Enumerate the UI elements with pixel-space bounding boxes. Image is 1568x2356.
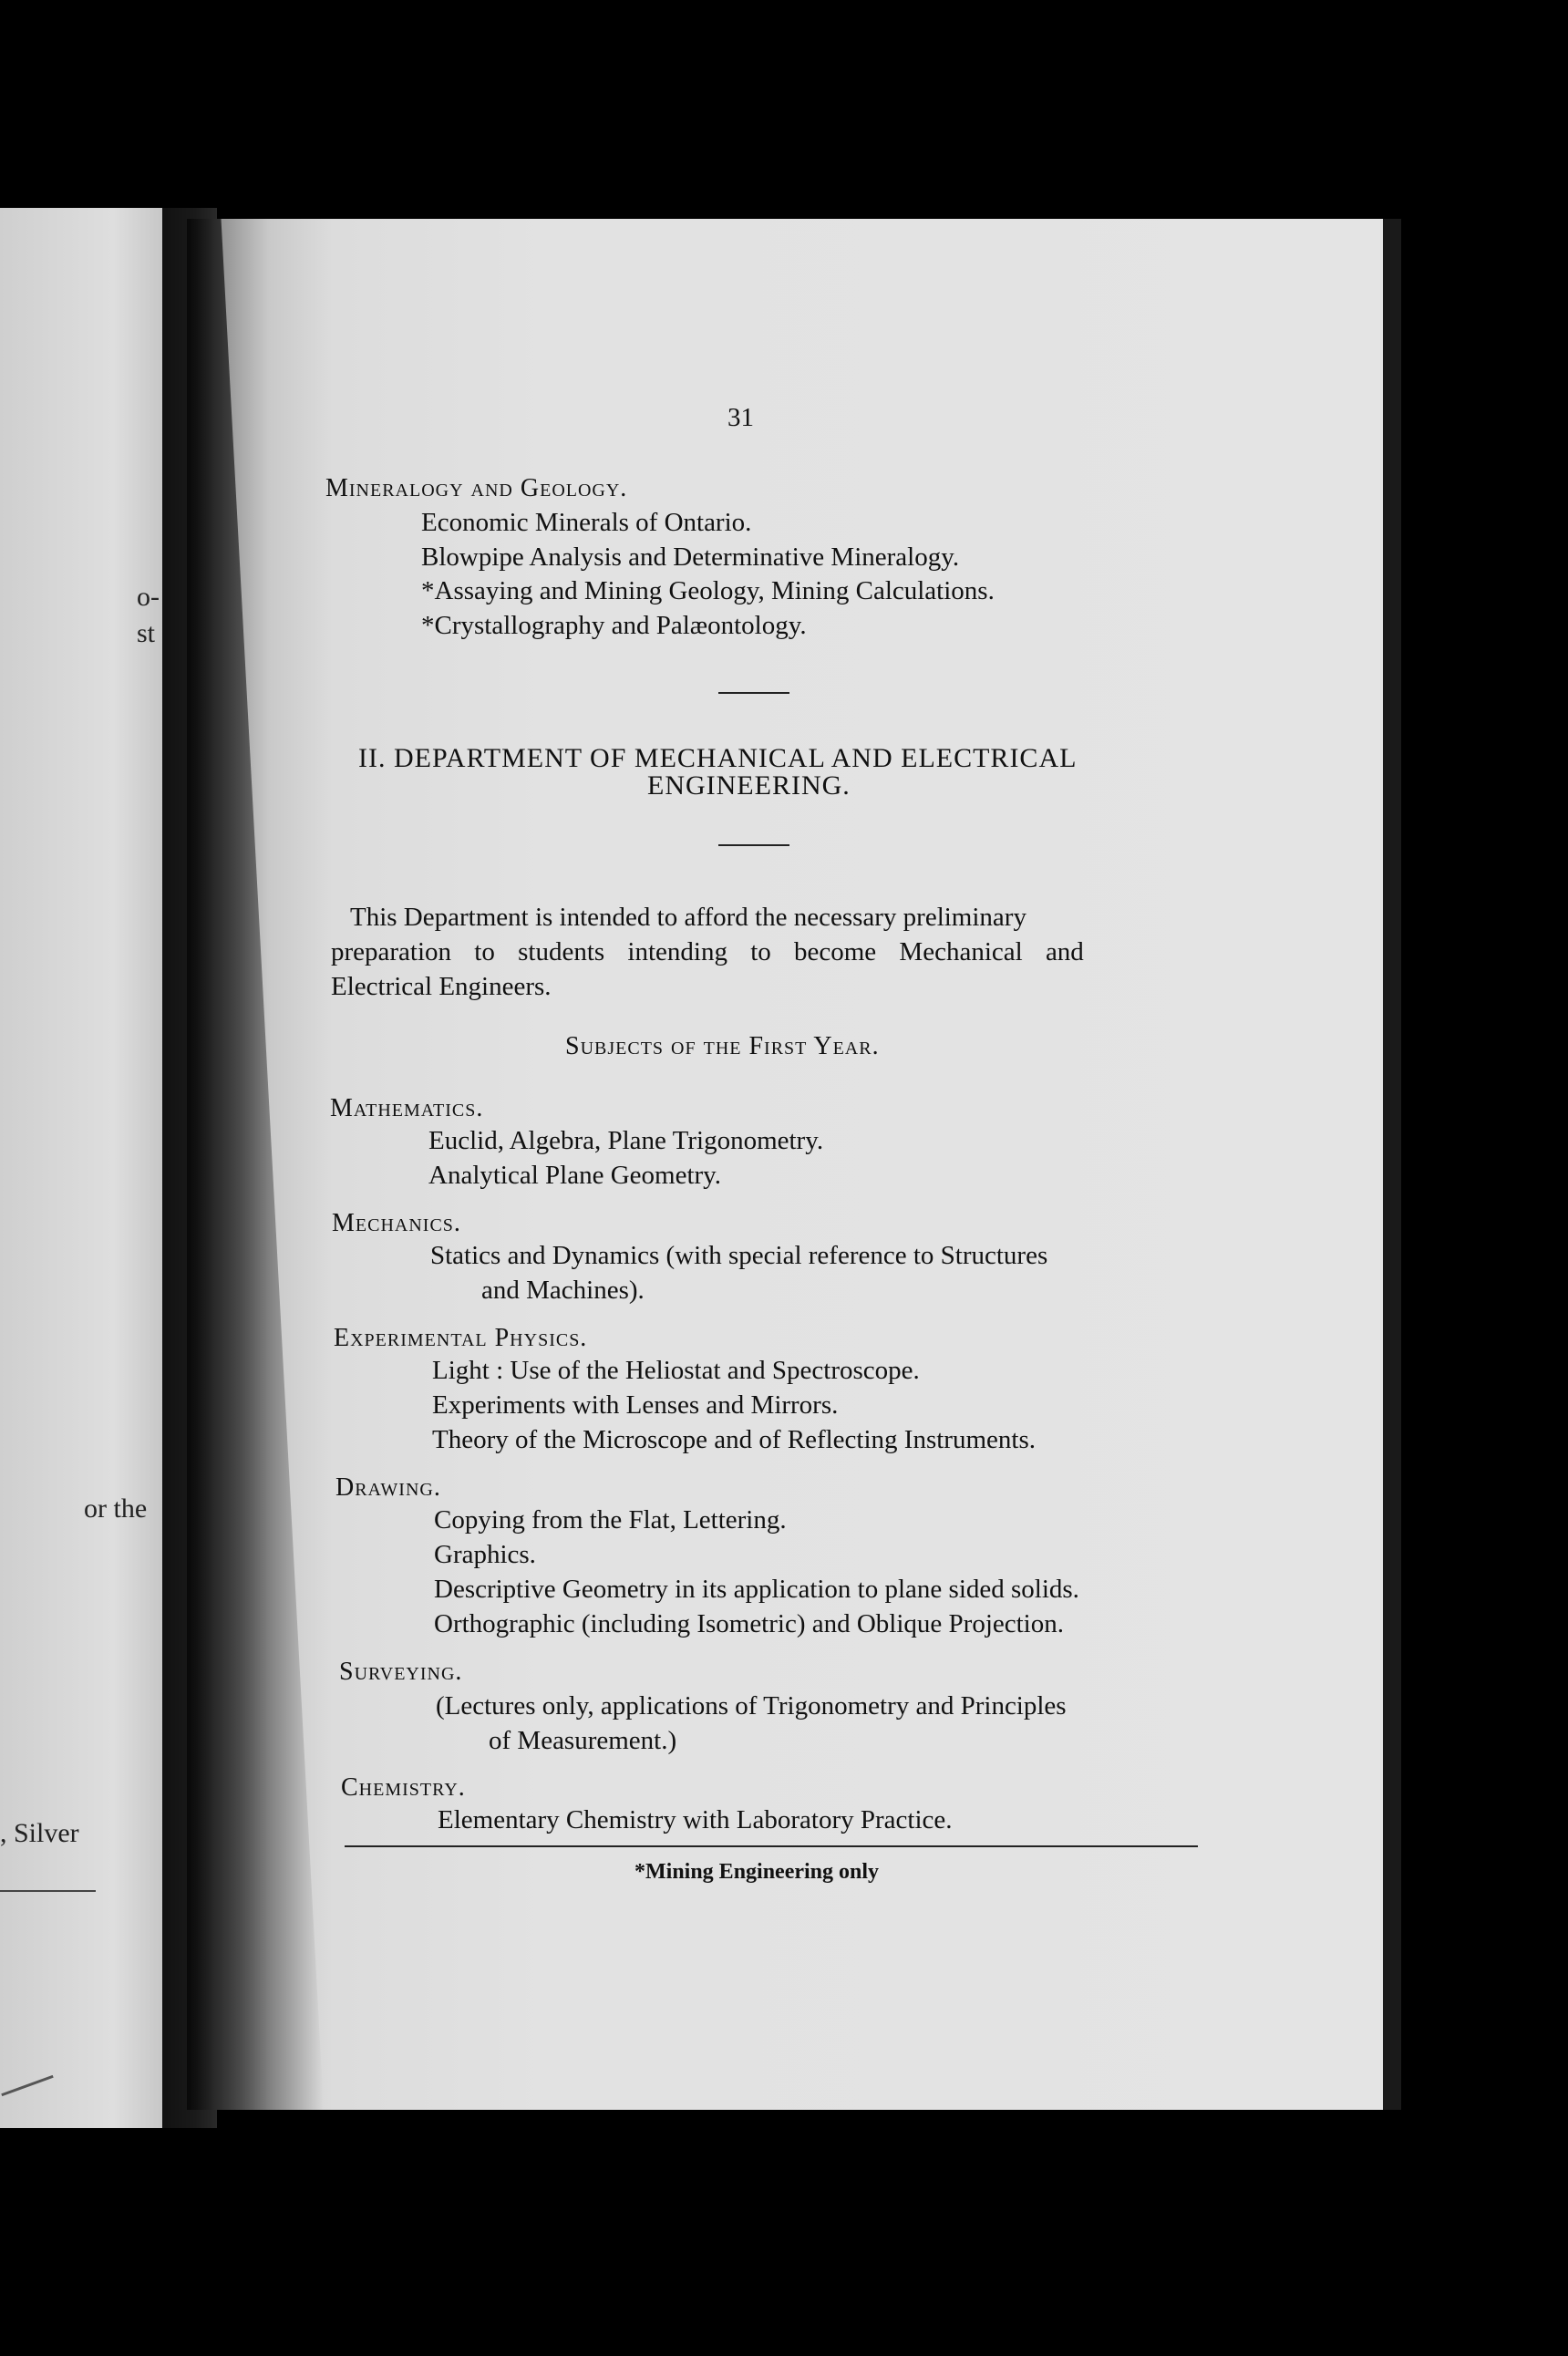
department-heading-cont: ENGINEERING. (647, 770, 851, 801)
subject-item: Experiments with Lenses and Mirrors. (432, 1390, 839, 1420)
subject-item: (Lectures only, applications of Trigonometry and Principles (436, 1691, 1067, 1720)
subject-item: Graphics. (434, 1540, 536, 1569)
subject-heading-experimental-physics: Experimental Physics. (334, 1324, 588, 1352)
subject-item: Elementary Chemistry with Laboratory Practice. (438, 1805, 953, 1834)
page-edge (1383, 219, 1401, 2110)
subject-item: and Machines). (481, 1276, 645, 1305)
left-page-fragment: or the (84, 1493, 148, 1524)
left-page-fragment: o- (137, 582, 160, 612)
subject-heading-mechanics: Mechanics. (332, 1209, 461, 1237)
intro-line: preparation to students intending to become Mechanical and (331, 937, 1084, 966)
left-page-mark (1, 2075, 53, 2096)
subject-heading-surveying: Surveying. (339, 1658, 463, 1686)
subject-item: Orthographic (including Isometric) and Oblique Projection. (434, 1609, 1064, 1638)
intro-line: Electrical Engineers. (331, 972, 552, 1001)
subject-heading-chemistry: Chemistry. (341, 1773, 466, 1802)
left-page-fragment: , Silver (0, 1818, 79, 1848)
department-heading: II. DEPARTMENT OF MECHANICAL AND ELECTRICAL (358, 743, 1078, 773)
list-item: *Crystallography and Palæontology. (421, 611, 807, 640)
intro-line: This Department is intended to afford the necessary preliminary (350, 903, 1026, 932)
footnote: *Mining Engineering only (634, 1860, 880, 1884)
subject-heading-drawing: Drawing. (335, 1473, 441, 1502)
page-number: 31 (727, 403, 754, 432)
subject-item: Light : Use of the Heliostat and Spectroscope. (432, 1356, 920, 1385)
left-page-rule (0, 1890, 96, 1892)
section-heading-mineralogy: Mineralogy and Geology. (325, 474, 628, 502)
footnote-rule (345, 1845, 1198, 1847)
subject-item: Analytical Plane Geometry. (428, 1161, 722, 1190)
subject-item: Statics and Dynamics (with special reference to Structures (430, 1241, 1048, 1270)
subject-item: Theory of the Microscope and of Reflecting Instruments. (432, 1425, 1036, 1454)
subject-item: Euclid, Algebra, Plane Trigonometry. (428, 1126, 824, 1155)
list-item: Blowpipe Analysis and Determinative Mineralogy. (421, 542, 960, 572)
subject-item: Copying from the Flat, Lettering. (434, 1505, 787, 1534)
subject-item: Descriptive Geometry in its application to plane sided solids. (434, 1575, 1079, 1604)
list-item: *Assaying and Mining Geology, Mining Calculations. (421, 576, 995, 605)
previous-page-edge (0, 208, 162, 2128)
divider (718, 844, 789, 846)
list-item: Economic Minerals of Ontario. (421, 508, 752, 537)
left-page-fragment: st (137, 618, 156, 648)
subject-item: of Measurement.) (489, 1726, 677, 1755)
subjects-title: Subjects of the First Year. (565, 1032, 880, 1060)
subject-heading-mathematics: Mathematics. (330, 1094, 484, 1122)
divider (718, 692, 789, 694)
